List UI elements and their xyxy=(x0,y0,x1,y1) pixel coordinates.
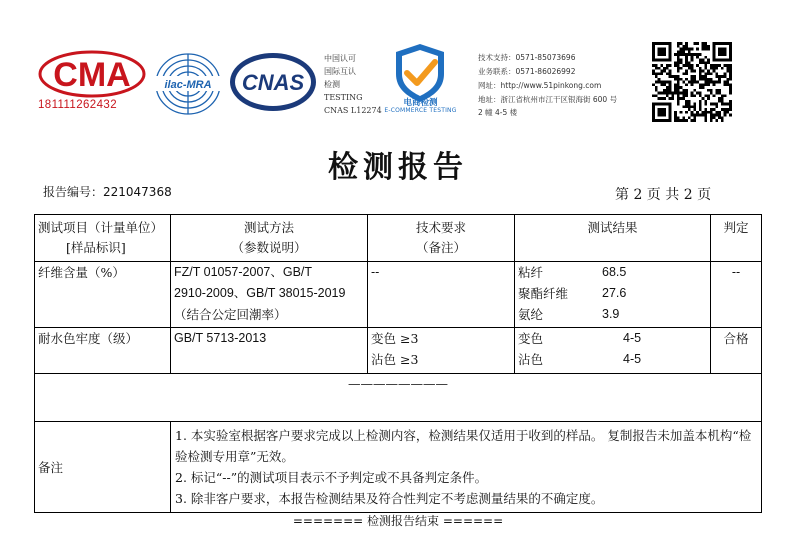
page-indicator: 第 2 页 共 2 页 xyxy=(615,187,712,203)
cnas-info-line: 中国认可 xyxy=(324,54,356,63)
header-req-line2: （备注） xyxy=(415,240,466,255)
contact-line: 技术支持：0571-85073696 xyxy=(478,53,576,62)
method-line: （结合公定回潮率） xyxy=(174,307,287,322)
cnas-info-line: 国际互认 xyxy=(324,67,356,76)
row-fiber-requirement: -- xyxy=(368,262,515,328)
note-item: 2. 标记“--”的测试项目表示不予判定或不具备判定条件。 xyxy=(175,470,488,485)
method-line: FZ/T 01057-2007、GB/T xyxy=(174,265,313,279)
ilac-mra-logo xyxy=(152,50,224,120)
table-row xyxy=(35,328,762,374)
header-requirement xyxy=(368,215,515,262)
note-item: 3. 除非客户要求，本报告检测结果及符合性判定不考虑测量结果的不确定度。 xyxy=(175,491,604,506)
cnas-info-line: TESTING xyxy=(324,93,363,102)
header-test-method xyxy=(171,215,368,262)
ecommerce-testing-en: E-COMMERCE TESTING xyxy=(384,107,457,114)
result-line: 沾色 4-5 xyxy=(518,352,642,367)
row-colorfast-item: 耐水色牢度（级） xyxy=(35,328,171,374)
header-item-line2: [样品标识] xyxy=(66,240,126,255)
row-colorfast-results xyxy=(515,328,711,374)
method-line: 2910-2009、GB/T 38015-2019 xyxy=(174,286,346,300)
row-fiber-judgement: -- xyxy=(711,262,762,328)
cma-logo-text: CMA xyxy=(53,56,131,94)
result-line: 变色 4-5 xyxy=(518,331,642,346)
row-colorfast-requirement xyxy=(368,328,515,374)
row-fiber-method xyxy=(171,262,368,328)
header-method-line1: 测试方法 xyxy=(243,220,294,235)
row-fiber-item: 纤维含量（%） xyxy=(35,262,171,328)
header-result: 测试结果 xyxy=(515,215,711,262)
table-row-blank xyxy=(35,374,762,422)
report-end-line: ======= 检测报告结束 ====== xyxy=(292,514,504,528)
contact-line: 2 幢 4-5 楼 xyxy=(478,108,518,117)
row-colorfast-judgement: 合格 xyxy=(711,328,762,374)
notes-label: 备注 xyxy=(35,422,171,513)
table-row xyxy=(35,262,762,328)
result-line: 粘纤 68.5 xyxy=(518,265,627,280)
header-judgement: 判定 xyxy=(711,215,762,262)
requirement-line: 沾色 ≥3 xyxy=(371,352,419,367)
row-fiber-results xyxy=(515,262,711,328)
header-item-line1: 测试项目（计量单位） xyxy=(38,220,164,235)
contact-line: 网址：http://www.51pinkong.com xyxy=(478,81,602,90)
cnas-info-line: CNAS L12274 xyxy=(324,106,382,115)
header-test-item xyxy=(35,215,171,262)
contact-line: 地址：浙江省杭州市江干区银海街 600 号 xyxy=(478,95,618,104)
ecommerce-testing-cn: 电商检测 xyxy=(403,98,438,108)
table-row-notes xyxy=(35,422,762,513)
result-line: 氨纶 3.9 xyxy=(518,307,620,322)
cnas-logo xyxy=(228,51,318,113)
notes-content xyxy=(171,422,762,513)
report-table xyxy=(34,214,762,513)
qr-code-icon xyxy=(652,42,732,122)
cnas-logo-text: CNAS xyxy=(241,70,305,95)
cma-number: 181111262432 xyxy=(38,99,117,111)
requirement-line: 变色 ≥3 xyxy=(371,331,419,346)
table-header-row xyxy=(35,215,762,262)
row-colorfast-method: GB/T 5713-2013 xyxy=(171,328,368,374)
cnas-info-line: 检测 xyxy=(324,80,340,89)
note-item: 1. 本实验室根据客户要求完成以上检测内容，检测结果仅适用于收到的样品。 复制报告未加盖本机构“检验检测专用章”无效。 xyxy=(175,428,752,464)
result-line: 聚酯纤维 27.6 xyxy=(518,286,627,301)
header-req-line1: 技术要求 xyxy=(415,220,466,235)
blank-row-line: ———————— xyxy=(35,374,762,422)
contact-line: 业务联系：0571-86026992 xyxy=(478,67,576,76)
header-method-line2: （参数说明） xyxy=(231,240,307,255)
report-number: 报告编号：221047368 xyxy=(43,185,172,199)
page-title: 检测报告 xyxy=(328,150,468,185)
ilac-mra-text: ilac-MRA xyxy=(164,79,212,91)
